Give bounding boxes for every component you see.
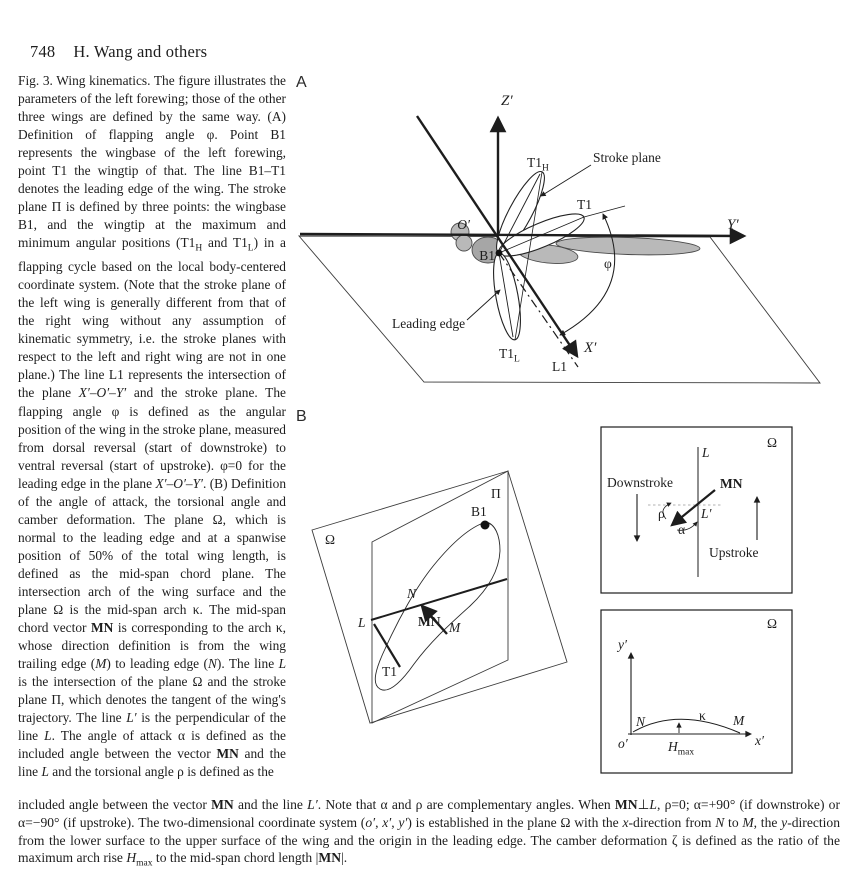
kappa-label: κ bbox=[699, 708, 706, 723]
z-axis-label: Z′ bbox=[501, 93, 513, 109]
figure-caption-bottom: included angle between the vector MN and the line L′. Note that α and ρ are complementary angles. When MN⊥L, ρ=0; α=+90° (if downstroke) or α=−90° (if upstroke). The two-dimensional coordinate system (o′, x′, y′) is established in the plane Ω with the x-direction from N to M, the y-direction from the lower surface to the upper surface of the wing and the origin in the leading edge. The camber deformation ζ is defined as the ratio of the maximum arch rise $H_{max}$ to the mid-span chord length |MN|. bbox=[18, 797, 841, 870]
omega-plane bbox=[312, 471, 567, 723]
x-prime-label: x′ bbox=[755, 733, 764, 748]
t1-label: T1 bbox=[577, 197, 592, 212]
y-axis-line bbox=[300, 234, 744, 236]
phi-label: φ bbox=[604, 256, 612, 271]
l-prime-label: L′ bbox=[701, 506, 712, 521]
inset-border bbox=[601, 610, 792, 773]
t1h-label: $T1_H$ bbox=[527, 155, 549, 174]
upstroke-label: Upstroke bbox=[709, 545, 759, 560]
panel-a-label: A bbox=[296, 74, 307, 91]
m-label: M bbox=[733, 713, 745, 728]
origin-label: O′ bbox=[457, 217, 470, 232]
running-title: H. Wang and others bbox=[73, 42, 208, 61]
hmax-label: $H_{max}$ bbox=[668, 739, 695, 758]
head-lower bbox=[456, 235, 472, 251]
stroke-plane-label: Stroke plane bbox=[593, 150, 661, 165]
y-axis-label: Y′ bbox=[727, 217, 739, 233]
rho-label: ρ bbox=[658, 506, 665, 521]
abdomen bbox=[556, 235, 701, 257]
pi-label: Π bbox=[491, 486, 501, 501]
figure-caption-left-column: Fig. 3. Wing kinematics. The figure illustrates the parameters of the left forewing; those of the other three wings are defined by the same way. (A) Definition of flapping angle φ. Point B1 represents the wingbase of the left forewing, point T1 the wingtip of that. The line B1–T1 denotes the leading edge of the wing. The stroke plane Π is defined by three points: the wingbase B1, and the wingtip at the maximum and minimum angular positions ($T1_H$ and $T1_L$) in a flapping cycle based on the local body-centered coordinate system. (Note that the stroke plane of the left wing is generally different from that of the right wing without any assumption of kinematic symmetry, i.e. the stroke planes with respect to the left and right wing are not in one plane.) The line L1 represents the intersection of the plane X′–O′–Y′ and the stroke plane. The flapping angle φ is defined as the angular position of the wing in the stroke plane, measured from dorsal reversal (start of downstroke) to ventral reversal (start of upstroke). φ=0 for the leading edge in the plane X′–O′–Y′. (B) Definition of the angle of attack, the torsional angle and camber deformation. The plane Ω, which is normal to the leading edge and at a spanwise position of 50% of the total wing length, is defined as the mid-span chord plane. The intersection arch of the wing surface and the plane Ω is the mid-span arch κ. The mid-span chord vector MN is corresponding to the arch κ, whose direction definition is from the wing trailing edge (M) to leading edge (N). The line L is the intersection of the plane Ω and the stroke plane Π, which denotes the tangent of the wing's trajectory. The line L′ is the perpendicular of the line L. The angle of attack α is defined as the included angle between the vector MN and the line L and the torsional angle ρ is defined as the bbox=[18, 73, 287, 780]
b1-label: B1 bbox=[479, 248, 495, 263]
t1l-label: $T1_L$ bbox=[499, 346, 520, 365]
n-label: N bbox=[407, 586, 417, 601]
omega-label: Ω bbox=[325, 532, 336, 547]
arch-curve bbox=[633, 719, 740, 733]
l-label: L bbox=[358, 615, 366, 630]
alpha-label: α bbox=[678, 522, 686, 537]
t1-leading-edge-segment bbox=[374, 624, 400, 667]
b1-point bbox=[481, 521, 490, 530]
omega-label: Ω bbox=[767, 435, 778, 450]
inset-border bbox=[601, 427, 792, 593]
panel-b-label: B bbox=[296, 408, 307, 425]
mn-label: MN bbox=[720, 476, 743, 491]
x-axis-label: X′ bbox=[584, 340, 597, 356]
panel-b-figure bbox=[290, 405, 854, 796]
y-prime-label: y′ bbox=[618, 637, 627, 652]
stroke-direction-inset bbox=[601, 427, 792, 593]
m-label: M bbox=[449, 620, 461, 635]
omega-label: Ω bbox=[767, 616, 778, 631]
camber-inset bbox=[601, 610, 792, 773]
t1-label: T1 bbox=[382, 664, 397, 679]
downstroke-label: Downstroke bbox=[607, 475, 673, 490]
n-label: N bbox=[636, 714, 646, 729]
running-head bbox=[30, 42, 207, 62]
b1-point bbox=[496, 250, 503, 257]
mn-label: MN bbox=[418, 614, 441, 629]
page-number: 748 bbox=[30, 42, 56, 61]
panel-b-main-diagram bbox=[312, 471, 567, 723]
leading-edge-label: Leading edge bbox=[392, 316, 466, 331]
pi-plane bbox=[372, 471, 508, 723]
l1-label: L1 bbox=[552, 359, 567, 374]
b1-label: B1 bbox=[471, 504, 487, 519]
leading-edge-leader bbox=[467, 290, 500, 320]
l-label: L bbox=[702, 445, 710, 460]
origin-label: o′ bbox=[618, 736, 628, 751]
panel-a-figure bbox=[290, 60, 854, 405]
